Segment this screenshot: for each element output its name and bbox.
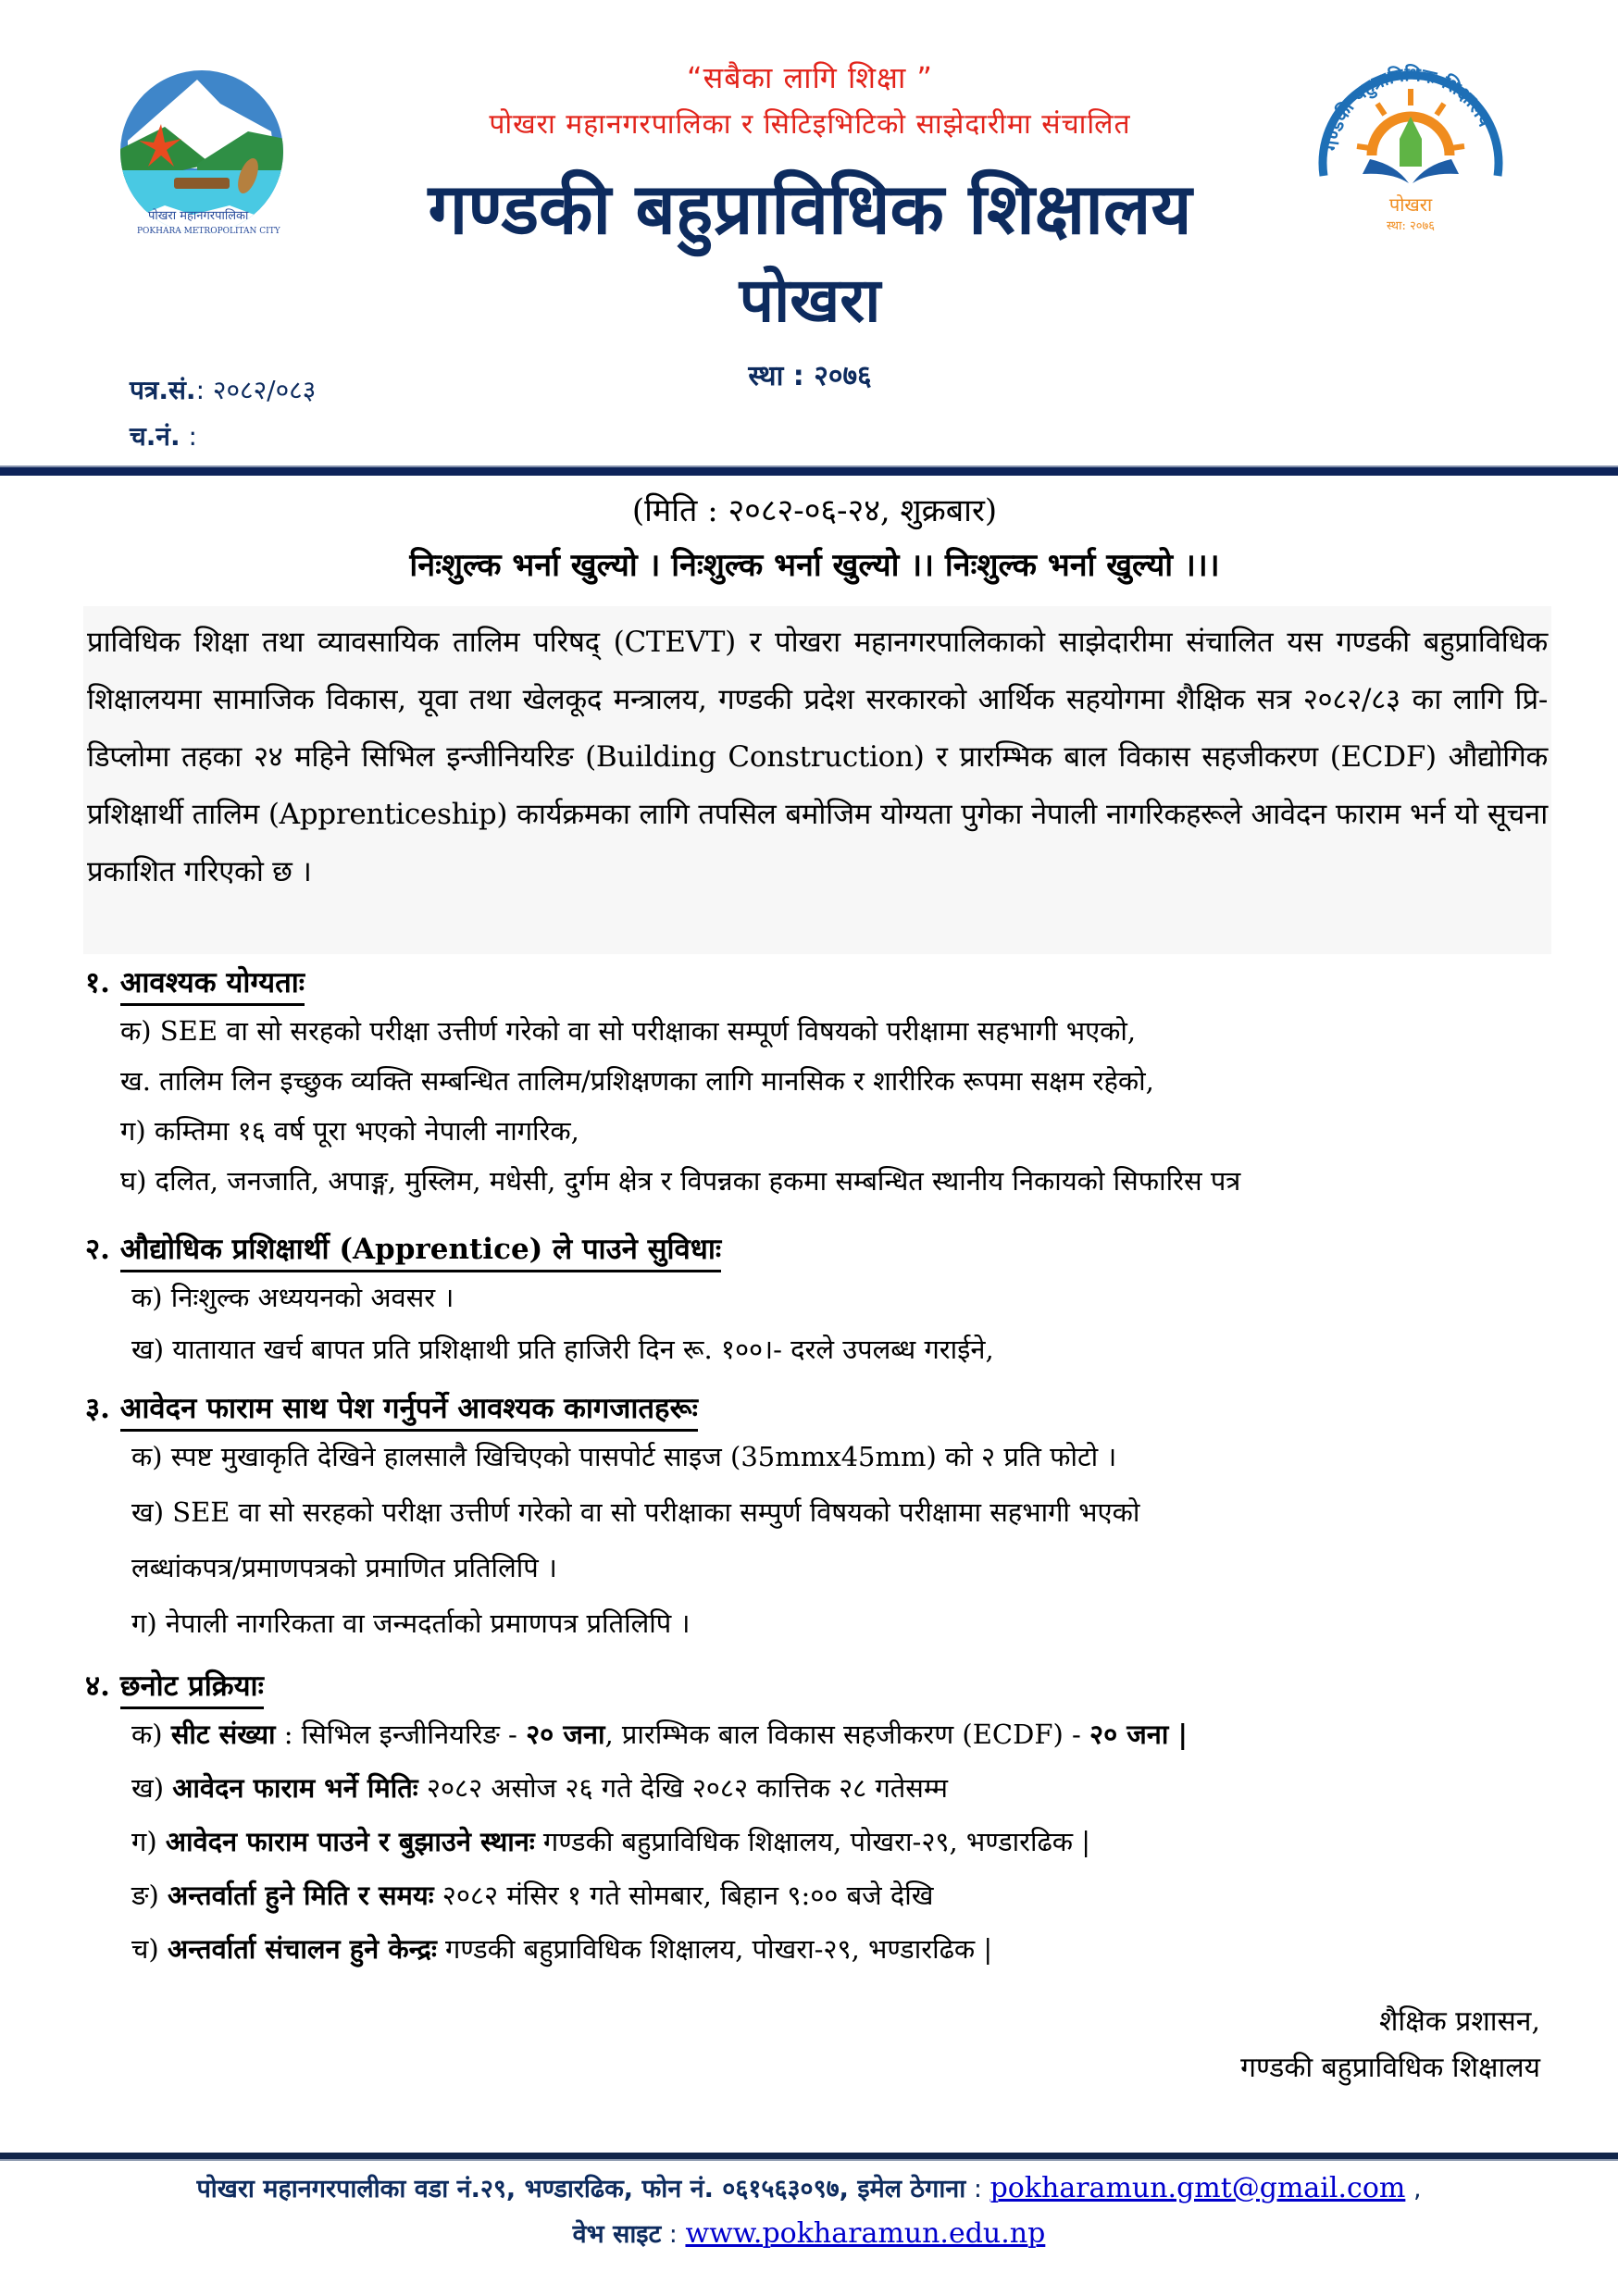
section-title — [85, 1388, 1139, 1427]
pokhara-logo-en-text: POKHARA METROPOLITAN CITY — [137, 227, 280, 236]
established-year: स्था : २०७६ — [748, 360, 872, 392]
pokhara-metropolitan-logo — [109, 67, 294, 242]
email-link[interactable]: pokharamun.gmt@gmail.com — [989, 2172, 1406, 2204]
item-value: : सिभिल इन्जीनियरिङ - — [275, 1719, 527, 1750]
list-item-interview-date — [131, 1877, 1188, 1930]
gandaki-logo-est: स्था: २०७६ — [1386, 219, 1436, 233]
item-prefix: ङ) — [131, 1880, 159, 1911]
section-heading: आवश्यक योग्यताः — [120, 966, 305, 1006]
item-value: गण्डकी बहुप्राविधिक शिक्षालय, पोखरा-२९, भण्डारढिक | — [436, 1933, 993, 1965]
list-item: ख) यातायात खर्च बापत प्रति प्रशिक्षाथी प्रति हाजिरी दिन रू. १००।- दरले उपलब्ध गराईने, — [131, 1334, 994, 1365]
dispatch-number — [130, 418, 197, 453]
institution-name: गण्डकी बहुप्राविधिक शिक्षालय — [428, 168, 1192, 250]
list-item: ग) कम्तिमा १६ वर्ष पूरा भएको नेपाली नागरिक, — [120, 1115, 579, 1147]
item-value: २०८२ मंसिर १ गते सोमबार, बिहान ९:०० बजे देखि — [433, 1880, 934, 1911]
list-item: क) SEE वा सो सरहको परीक्षा उत्तीर्ण गरेको वा सो परीक्षाका सम्पूर्ण विषयको परीक्षामा सहभागी भएको, — [120, 1015, 1137, 1047]
ref-value: : २०८२/०८३ — [195, 375, 317, 405]
list-item-seats — [131, 1716, 1188, 1769]
signatory-office: गण्डकी बहुप्राविधिक शिक्षालय — [1240, 2052, 1540, 2084]
item-value: गण्डकी बहुप्राविधिक शिक्षालय, पोखरा-२९, भण्डारढिक | — [534, 1826, 1091, 1857]
section-number: ४. — [85, 1669, 110, 1703]
footer-website — [0, 2215, 1618, 2250]
list-item: लब्धांकपत्र/प्रमाणपत्रको प्रमाणित प्रतिलिपि । — [131, 1552, 557, 1583]
list-item: क) निःशुल्क अध्ययनको अवसर । — [131, 1282, 454, 1313]
partnership-line: पोखरा महानगरपालिका र सिटिइभिटिको साझेदारीमा संचालित — [489, 108, 1131, 141]
section-number: ३. — [85, 1392, 110, 1425]
dispatch-label: च.नं. — [130, 421, 180, 452]
item-label: अन्तर्वार्ता हुने मिति र समयः — [168, 1880, 434, 1911]
item-prefix: ग) — [131, 1826, 157, 1857]
list-item-application-place — [131, 1823, 1188, 1877]
email-separator: : — [965, 2175, 990, 2203]
footer-trail: , — [1405, 2175, 1422, 2203]
footer-contact — [0, 2170, 1618, 2204]
notice-headline: निःशुल्क भर्ना खुल्यो । निःशुल्क भर्ना खुल्यो ।। निःशुल्क भर्ना खुल्यो ।।। — [409, 547, 1220, 584]
item-prefix: ख) — [131, 1772, 165, 1804]
item-label: आवेदन फाराम भर्ने मितिः — [172, 1772, 418, 1804]
ecdf-seats: २० जना | — [1089, 1719, 1189, 1750]
gandaki-logo-arc-text: गण्डकी बहुप्राविधिक शिक्षालय — [1320, 63, 1497, 153]
pokhara-metropolitan-emblem-icon — [109, 67, 294, 242]
item-label: अन्तर्वार्ता संचालन हुने केन्द्रः — [167, 1933, 437, 1965]
list-item: ख. तालिम लिन इच्छुक व्यक्ति सम्बन्धित तालिम/प्रशिक्षणका लागि मानसिक र शारीरिक रूपमा सक्षम रहेको, — [120, 1065, 1154, 1097]
section-eligibility — [85, 962, 1240, 1212]
ref-label: पत्र.सं. — [130, 375, 196, 405]
item-value: , प्रारम्भिक बाल विकास सहजीकरण (ECDF) - — [604, 1719, 1090, 1750]
list-item-application-date — [131, 1769, 1188, 1823]
list-item: घ) दलित, जनजाति, अपाङ्ग, मुस्लिम, मधेसी, दुर्गम क्षेत्र र विपन्नका हकमा सम्बन्धित स्थानीय निकायको सिफारिस पत्र — [120, 1165, 1241, 1197]
signatory-title: शैक्षिक प्रशासन, — [1379, 2005, 1540, 2038]
dispatch-value: : — [180, 421, 197, 452]
item-label: सीट संख्या — [170, 1719, 276, 1750]
institution-city: पोखरा — [739, 265, 881, 336]
header-divider — [0, 465, 1618, 476]
item-prefix: च) — [131, 1933, 159, 1965]
pokhara-logo-np-text: पोखरा महानगरपालिका — [148, 209, 249, 223]
section-heading: आवेदन फाराम साथ पेश गर्नुपर्ने आवश्यक कागजातहरूः — [120, 1392, 698, 1432]
footer-address: पोखरा महानगरपालीका वडा नं.२९, भण्डारढिक, फोन नं. ०६१५६३०९७, इमेल ठेगाना — [196, 2175, 966, 2203]
section-documents — [85, 1388, 1139, 1660]
section-number: १. — [85, 966, 110, 999]
list-item: ख) SEE वा सो सरहको परीक्षा उत्तीर्ण गरेको वा सो परीक्षाका सम्पुर्ण विषयको परीक्षामा सहभागी भएको — [131, 1496, 1140, 1528]
list-item-interview-center — [131, 1930, 1188, 1984]
section-benefits — [85, 1229, 994, 1383]
civil-seats: २० जना — [526, 1719, 605, 1750]
section-number: २. — [85, 1233, 110, 1266]
website-separator: : — [661, 2220, 686, 2249]
list-item: क) स्पष्ट मुखाकृति देखिने हालसालै खिचिएको पासपोर्ट साइज (35mmx45mm) को २ प्रति फोटो । — [131, 1441, 1117, 1472]
item-value: २०८२ असोज २६ गते देखि २०८२ कात्तिक २८ गतेसम्म — [417, 1772, 948, 1804]
gandaki-logo-city: पोखरा — [1388, 193, 1433, 216]
intro-paragraph: प्राविधिक शिक्षा तथा व्यावसायिक तालिम परिषद् (CTEVT) र पोखरा महानगरपालिकाको साझेदारीमा संचालित यस गण्डकी बहुप्राविधिक शिक्षालयमा सामाजिक विकास, यूवा तथा खेलकूद मन्त्रालय, गण्डकी प्रदेश सरकारको आर्थिक सहयोगमा शैक्षिक सत्र २०८२/८३ का लागि प्रि- डिप्लोमा तहका २४ महिने सिभिल इन्जीनियरिङ (Building Construction) र प्रारम्भिक बाल विकास सहजीकरण (ECDF) औद्योगिक प्रशिक्षार्थी तालिम (Apprenticeship) कार्यक्रमका लागि तपसिल बमोजिम योग्यता पुगेका नेपाली नागरिकहरूले आवेदन फाराम भर्न यो सूचना प्रकाशित गरिएको छ । — [83, 606, 1551, 954]
reference-number — [130, 372, 316, 407]
item-prefix: क) — [131, 1719, 163, 1750]
motto: “सबैका लागि शिक्षा ” — [686, 60, 933, 95]
notice-date: (मिति : २०८२-०६-२४, शुक्रबार) — [631, 492, 998, 529]
item-label: आवेदन फाराम पाउने र बुझाउने स्थानः — [165, 1826, 535, 1857]
website-link[interactable]: www.pokharamun.edu.np — [685, 2217, 1046, 2250]
section-title — [85, 1666, 1188, 1705]
footer-divider — [0, 2153, 1618, 2161]
section-title — [85, 962, 1240, 1001]
website-label: वेभ साइट — [572, 2220, 662, 2249]
section-title — [85, 1229, 994, 1268]
section-selection-process — [85, 1666, 1188, 1984]
list-item: ग) नेपाली नागरिकता वा जन्मदर्ताको प्रमाणपत्र प्रतिलिपि । — [131, 1607, 691, 1639]
section-heading: छनोट प्रक्रियाः — [120, 1669, 264, 1709]
section-heading: औद्योधिक प्रशिक्षार्थी (Apprentice) ले पाउने सुविधाः — [120, 1233, 721, 1272]
